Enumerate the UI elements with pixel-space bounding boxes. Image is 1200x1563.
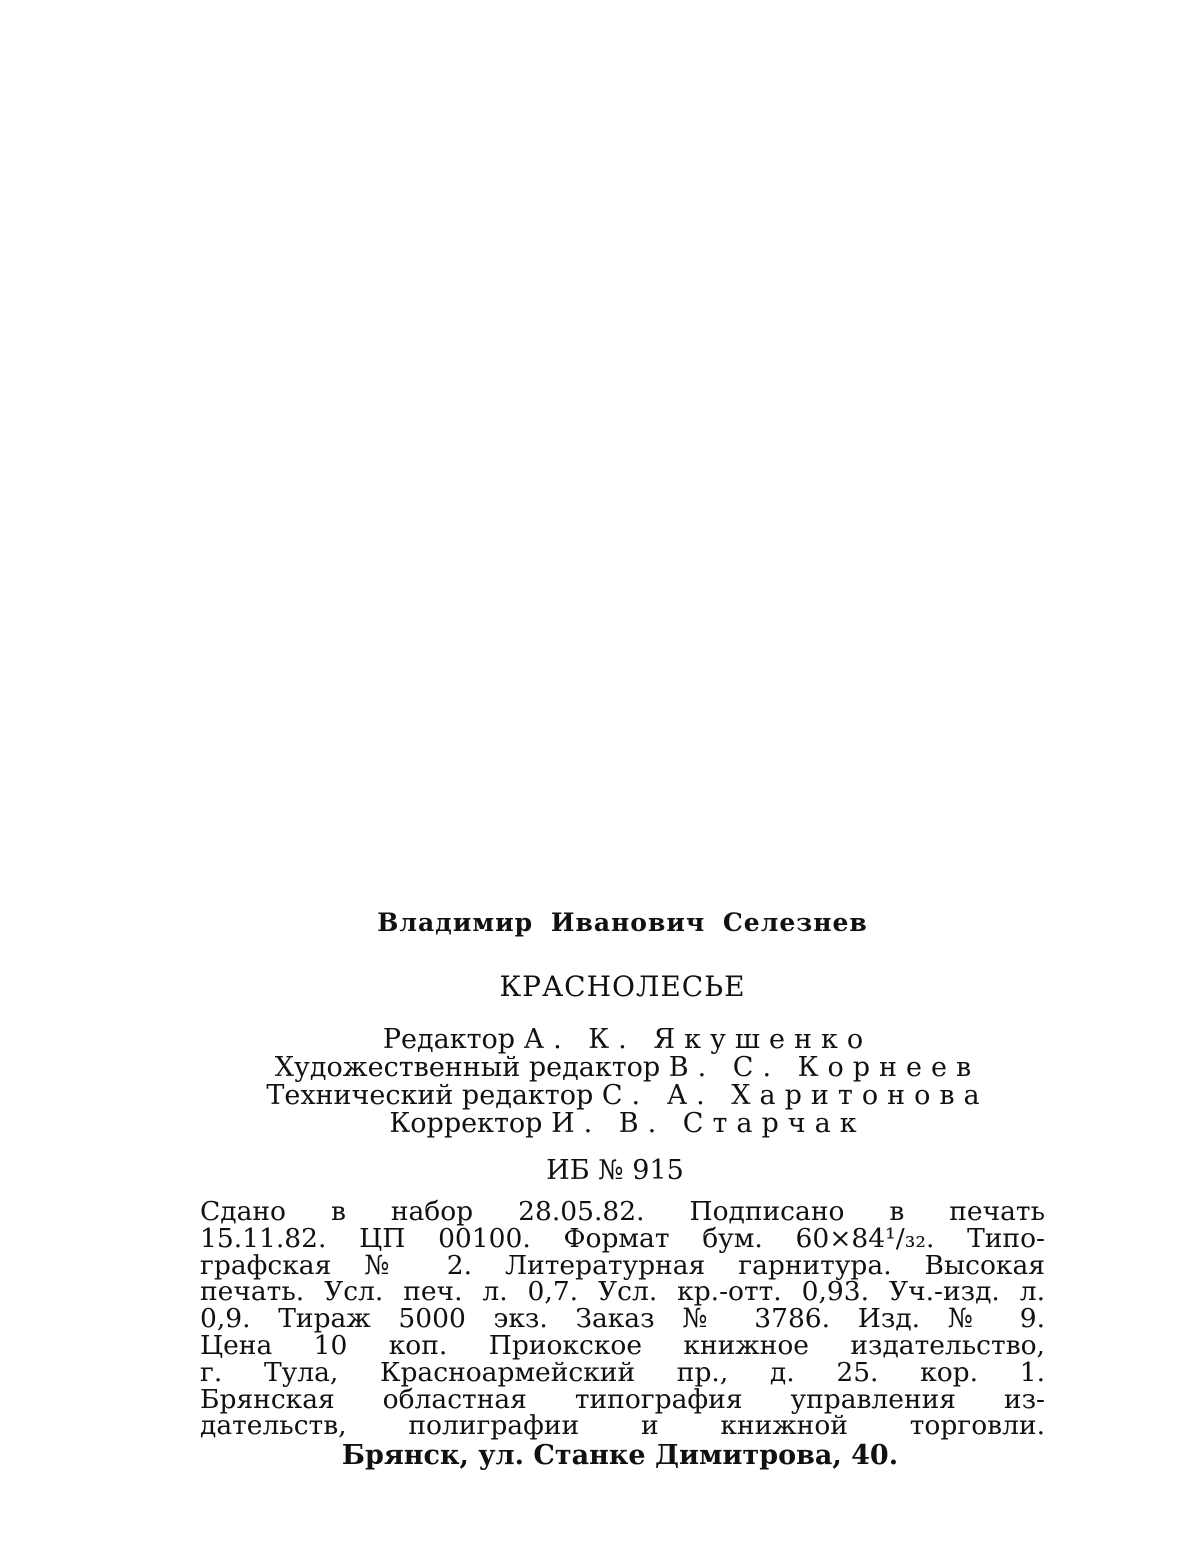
- credit-proofreader: [210, 1110, 1045, 1138]
- credit-person: А. К. Якушенко: [523, 1024, 873, 1055]
- imprint-line: Брянская областная типография управления из-: [200, 1383, 1045, 1415]
- printer-address: Брянск, ул. Станке Димитрова, 40.: [341, 1440, 899, 1471]
- credit-role: Корректор: [389, 1108, 543, 1139]
- imprint-line: Цена 10 коп. Приокское книжное издательство,: [200, 1329, 1045, 1361]
- imprint-line: Сдано в набор 28.05.82. Подписано в печать: [200, 1196, 1045, 1227]
- credit-person: С. А. Харитонова: [601, 1080, 989, 1111]
- credit-editor: [210, 1026, 1045, 1054]
- credit-person: В. С. Корнеев: [668, 1052, 981, 1083]
- imprint-line: 15.11.82. ЦП 00100. Формат бум. 60×84¹/₃₂. Типо-: [200, 1222, 1045, 1254]
- credit-role: Редактор: [382, 1024, 516, 1055]
- author-name: Владимир Иванович Селезнев: [377, 908, 868, 937]
- imprint-line: дательств, полиграфии и книжной торговли.: [200, 1410, 1045, 1442]
- imprint-details: [200, 1196, 1045, 1442]
- credit-technical-editor: [210, 1082, 1045, 1110]
- imprint-line: г. Тула, Красноармейский пр., д. 25. кор. 1.: [200, 1356, 1045, 1388]
- book-title: КРАСНОЛЕСЬЕ: [499, 970, 746, 1003]
- credit-role: Художественный редактор: [274, 1052, 661, 1083]
- credit-role: Технический редактор: [266, 1080, 594, 1111]
- imprint-line: 0,9. Тираж 5000 экз. Заказ № 3786. Изд. № 9.: [200, 1303, 1045, 1335]
- credits-block: [210, 1026, 1045, 1138]
- credit-person: И. В. Старчак: [551, 1108, 866, 1139]
- credit-art-editor: [210, 1054, 1045, 1082]
- imprint-line: печать. Усл. печ. л. 0,7. Усл. кр.-отт. 0,93. Уч.-изд. л.: [200, 1276, 1045, 1308]
- ib-number: ИБ № 915: [546, 1155, 684, 1186]
- imprint-line: графская № 2. Литературная гарнитура. Высокая: [200, 1249, 1045, 1281]
